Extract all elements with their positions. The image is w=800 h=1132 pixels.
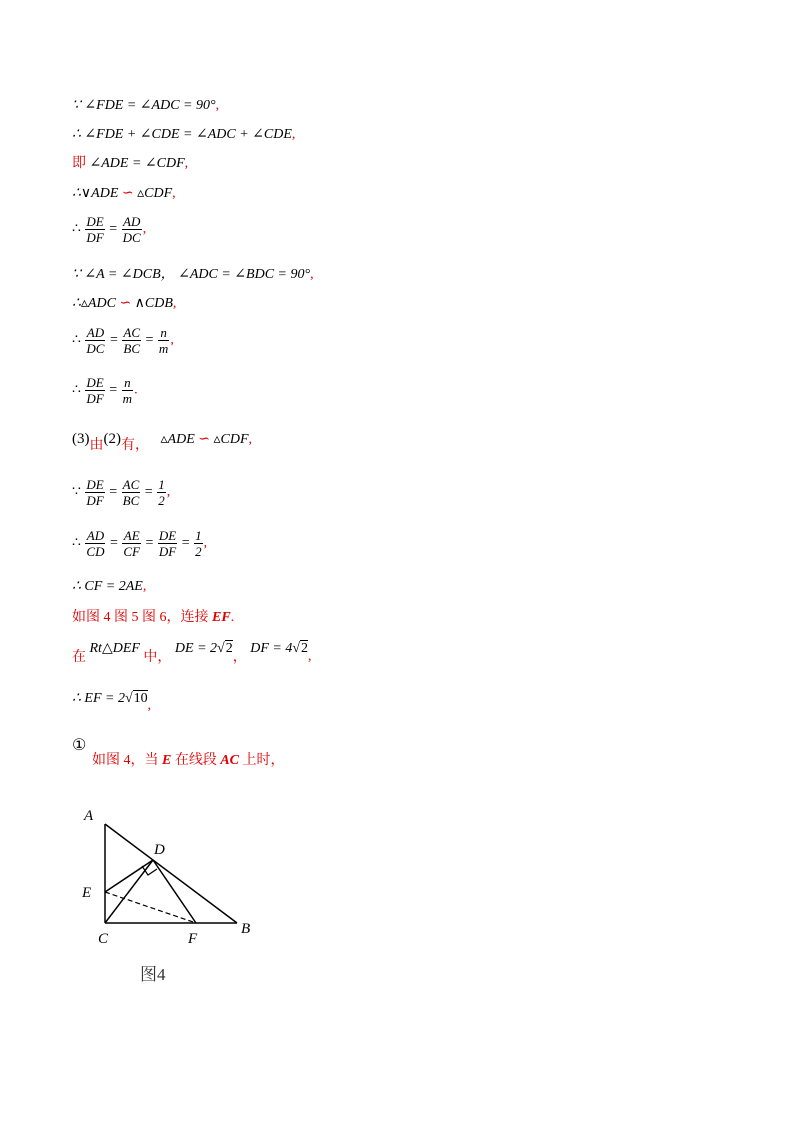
equals: = [109,332,118,348]
denominator: 2 [195,544,202,559]
segment-label: AC [220,753,240,768]
denominator: DC [122,230,141,245]
fraction [122,214,142,245]
denominator: CD [86,544,105,559]
fraction [85,325,105,356]
segment-cd [105,860,153,923]
therefore-symbol: ∴ [72,332,81,348]
therefore-symbol: ∴ [72,221,81,237]
proof-line-17 [72,738,86,754]
numerator: DE [86,214,104,229]
proof-line-13 [72,580,146,594]
proof-line-1 [72,99,219,113]
segment-ed [105,860,153,892]
sqrt-symbol: √ [124,691,133,706]
segment-ab [105,824,237,923]
denominator: DF [86,230,104,245]
equals: = [145,535,154,551]
denominator: DC [86,341,105,356]
numerator: n [122,375,133,391]
fraction [157,477,166,508]
proof-line-8 [72,325,174,356]
denominator: DF [86,493,104,508]
therefore-symbol: ∴ [72,535,81,551]
numerator: AC [123,325,141,340]
similar-symbol: ∽ [121,186,134,201]
chinese-text: 由 [89,438,104,453]
proof-line-12 [72,528,207,559]
math-expr: ▵ADE [160,432,195,447]
point-label-e: E [82,885,92,901]
point-label-c: C [98,931,109,947]
punct: . [134,382,138,398]
because-symbol: ∵ [72,484,81,500]
fraction [122,528,141,559]
fraction [85,528,105,559]
punct: , [166,484,171,500]
similar-symbol: ∽ [119,296,132,311]
sqrt-symbol: √ [292,641,301,656]
similar-symbol: ∽ [198,432,210,447]
sqrt-symbol: √ [217,641,225,656]
equals: = [144,484,153,500]
therefore-symbol: ∴ [72,382,81,398]
chinese-text: 即 [72,156,86,171]
denominator: m [158,341,169,356]
punct: , [147,698,152,713]
fraction [158,325,169,356]
equals: = [109,535,118,551]
numerator: 1 [158,477,165,492]
chinese-text: 在线段 [171,753,221,768]
math-expr: ∴∨ADE [72,186,119,201]
math-expr: Rt△DEF [89,641,140,656]
punct: , [291,127,296,142]
equals: = [145,332,154,348]
proof-line-18 [92,754,285,768]
equals: = [109,484,118,500]
proof-line-15 [72,641,312,665]
denominator: BC [123,341,141,356]
math-expr: ▵CDF [213,432,249,447]
fraction [122,325,141,356]
math-expr: ∴ EF = 2 [72,691,125,706]
numerator: 1 [195,528,202,543]
punct: , [310,267,314,282]
chinese-text: 上时， [239,753,285,768]
segment-ef-dashed [105,892,196,923]
math-expr: DF = 4 [250,641,293,656]
numerator: DE [86,375,104,390]
denominator: BC [122,493,140,508]
math-expr: ∴▵ADC [72,296,116,311]
segment-label: EF [212,610,231,625]
proof-line-10 [72,431,253,453]
denominator: m [122,391,133,406]
punct: , [248,432,253,447]
fraction [194,528,203,559]
fraction [85,477,104,508]
radicand: 2 [225,641,233,656]
punct: , [172,186,176,201]
numerator: AD [86,325,105,340]
proof-line-9 [72,375,138,406]
segment-df [153,860,196,923]
math-expr: ∵ ∠A = ∠DCB， [72,267,175,282]
proof-line-7 [72,297,176,311]
denominator: DF [86,391,104,406]
math-expr: ∠ADC = ∠BDC = 90° [178,267,311,282]
proof-line-3 [72,157,188,171]
numerator: AC [122,477,140,492]
denominator: DF [158,544,177,559]
point-label-f: F [188,931,198,947]
math-expr: ∧CDB [134,296,173,311]
figure-caption: 图4 [140,965,166,984]
fraction [158,528,177,559]
equals: = [109,221,118,237]
numerator: AD [86,528,105,543]
math-expr: DE = 2 [174,641,218,656]
chinese-text: 有， [121,438,149,453]
chinese-text: 在 [72,650,86,665]
radicand: 10 [133,691,148,706]
chinese-text: 如图 4，当 [92,753,162,768]
figure-4 [70,800,300,1000]
proof-line-5 [72,214,146,245]
numerator: n [158,325,169,341]
punct: , [184,156,189,171]
part-number: (3) [72,431,90,447]
punct: , [308,649,312,664]
circled-number: ① [72,737,87,754]
punct: , [203,535,208,551]
proof-line-4 [72,187,176,201]
equals: = [181,535,190,551]
proof-line-14 [72,611,234,625]
chinese-text: 如图 4 图 5 图 6，连接 [72,610,212,625]
punct: ， [232,650,247,665]
radicand: 2 [301,641,309,656]
point-label-d: D [154,842,165,858]
fraction [122,477,141,508]
point-label-a: A [84,808,94,824]
fraction [85,375,104,406]
proof-line-11 [72,477,170,508]
proof-line-2 [72,128,295,142]
punct: , [215,98,220,113]
fraction [85,214,104,245]
fraction [122,375,133,406]
punct: , [142,579,147,594]
math-expr: ▵CDF [137,186,173,201]
numerator: AD [123,214,141,229]
numerator: DE [86,477,104,492]
math-expr: ∴ ∠FDE + ∠CDE = ∠ADC + ∠CDE [72,127,292,142]
numerator: DE [158,528,177,543]
punct: , [142,221,147,237]
point-label: E [162,753,172,768]
punct: , [170,332,174,348]
part-ref: (2) [103,431,121,447]
math-expr: ∴ CF = 2AE [72,579,143,594]
denominator: CF [123,544,141,559]
denominator: 2 [158,493,165,508]
point-label-b: B [241,921,251,937]
math-expr: ∠ADE = ∠CDF [89,156,185,171]
equals: = [109,382,118,398]
chinese-text: 中， [143,650,172,665]
proof-line-16 [72,691,152,713]
numerator: AE [123,528,140,543]
math-expr: ∵ ∠FDE = ∠ADC = 90° [72,98,216,113]
punct: , [172,296,177,311]
proof-line-6 [72,268,314,282]
punct: . [230,610,235,625]
